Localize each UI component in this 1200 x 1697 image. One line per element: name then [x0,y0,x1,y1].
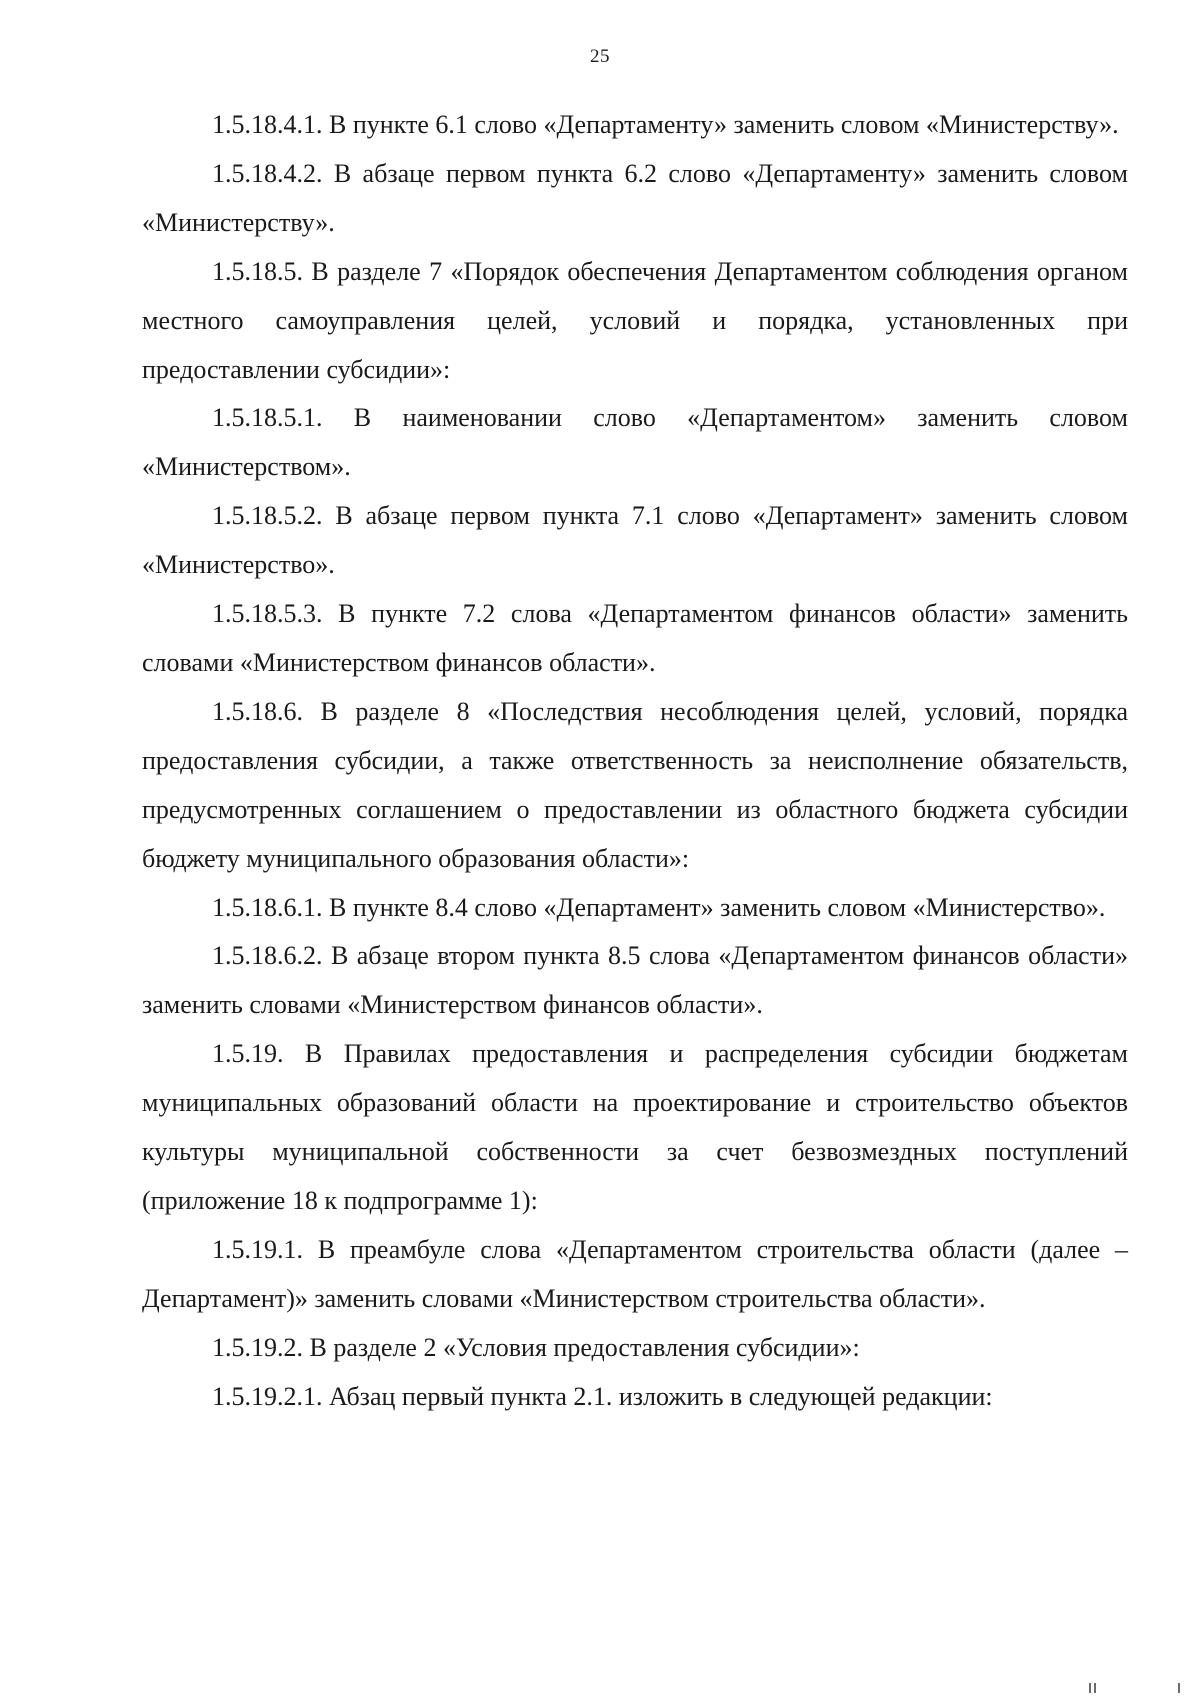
paragraph-1-5-18-5: 1.5.18.5. В разделе 7 «Порядок обеспечения Департаментом соблюдения органом местного самоуправления целей, условий и порядка, установленных при предоставлении субсидии»: [142,256,1128,384]
paragraph-1-5-18-6-1: 1.5.18.6.1. В пункте 8.4 слово «Департамент» заменить словом «Министерство». [212,892,1106,922]
scan-artifact-mark [1094,1683,1096,1693]
paragraph-1-5-19-2: 1.5.19.2. В разделе 2 «Условия предоставления субсидии»: [212,1332,860,1362]
paragraph-1-5-19: 1.5.19. В Правилах предоставления и распределения субсидии бюджетам муниципальных образований области на проектирование и строительство объектов культуры муниципальной собственности за счет безвозмездных поступлений (приложение 18 к подпрограмме 1): [142,1039,1128,1215]
paragraph-1-5-18-6-2: 1.5.18.6.2. В абзаце втором пункта 8.5 слова «Департаментом финансов области» заменить словами «Министерством финансов области». [142,941,1128,1020]
paragraph-1-5-18-4-1: 1.5.18.4.1. В пункте 6.1 слово «Департаменту» заменить словом «Министерству». [212,110,1119,139]
paragraph-1-5-19-2-1: 1.5.19.2.1. Абзац первый пункта 2.1. изложить в следующей редакции: [212,1381,993,1411]
paragraph-1-5-18-5-2: 1.5.18.5.2. В абзаце первом пункта 7.1 слово «Департамент» заменить словом «Министерство». [142,501,1128,580]
paragraph-1-5-18-4-2: 1.5.18.4.2. В абзаце первом пункта 6.2 слово «Департаменту» заменить словом «Министерству». [142,158,1128,237]
scan-artifact-mark [1089,1683,1091,1693]
paragraph-1-5-18-5-3: 1.5.18.5.3. В пункте 7.2 слова «Департаментом финансов области» заменить словами «Министерством финансов области». [142,599,1128,677]
scan-artifact-mark [1178,1683,1180,1693]
page-number: 25 [590,46,610,67]
paragraph-1-5-18-6: 1.5.18.6. В разделе 8 «Последствия несоблюдения целей, условий, порядка предоставления субсидии, а также ответственность за неисполнение обязательств, предусмотренных соглашением о предоставлении из областного бюджета субсидии бюджету муниципального образования области»: [142,696,1128,873]
paragraph-1-5-18-5-1: 1.5.18.5.1. В наименовании слово «Департаментом» заменить словом «Министерством». [142,403,1128,482]
paragraph-1-5-19-1: 1.5.19.1. В преамбуле слова «Департаментом строительства области (далее – Департамент)» заменить словами «Министерством строительства области». [142,1234,1128,1313]
document-body [142,101,1128,1421]
